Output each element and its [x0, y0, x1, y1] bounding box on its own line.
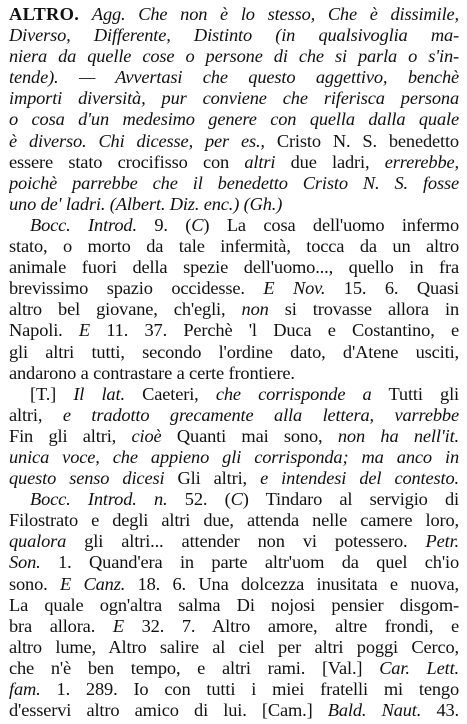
italic-text: Il lat.: [73, 383, 125, 404]
italic-text: Son.: [9, 552, 41, 573]
entry-line: [9, 468, 459, 489]
roman-text: 1. Quand'era in parte altr'uom da quel ch'io: [40, 552, 459, 573]
roman-text: Fin gli altri,: [9, 425, 132, 446]
italic-text: E Nov.: [263, 278, 326, 299]
entry-line: [9, 152, 459, 173]
entry-line: [9, 510, 459, 531]
roman-text: essere stato crocifisso con: [9, 151, 245, 172]
roman-text: altro bel giovane, ch'egli,: [9, 299, 242, 320]
roman-text: 1. 289. Io con tutti i miei fratelli mi tengo: [40, 679, 459, 699]
roman-text: Tutti gli: [371, 383, 459, 404]
italic-text: qualora: [9, 531, 67, 552]
italic-text: fam.: [9, 679, 41, 699]
entry-line: [9, 320, 459, 341]
entry-line: [9, 595, 459, 616]
roman-text: Cristo N. S. benedetto: [264, 130, 459, 151]
roman-text: ) Tindaro al servigio di: [242, 489, 459, 510]
entry-line: [9, 109, 459, 130]
roman-text: 9. (: [136, 214, 192, 235]
italic-text: è diverso. Chi dicesse, per es.,: [9, 130, 265, 151]
roman-text: 15. 6. Quasi: [325, 278, 459, 299]
entry-line: [9, 363, 459, 384]
roman-text: animale fuori della spezie dell'uomo..., quello in fra: [9, 257, 459, 278]
entry-line: [9, 616, 459, 637]
italic-text: Car. Lett.: [379, 657, 459, 678]
roman-text: Gli altri,: [164, 468, 261, 489]
entry-line: [9, 637, 459, 658]
entry-line: [9, 67, 459, 88]
italic-text: Petr.: [425, 531, 459, 552]
italic-text: non ha nell'it.: [337, 425, 459, 446]
roman-text: La quale ogn'altra salma Di nojosi pensier disgom-: [9, 594, 459, 615]
italic-text: E: [78, 320, 91, 341]
entry-line: [9, 257, 459, 278]
italic-text: unica voce, che appieno gli corrisponda; ma anco in: [9, 446, 459, 467]
entry-line: [9, 531, 459, 552]
roman-text: si trovasse allora in: [268, 299, 459, 320]
italic-text: o cosa d'un medesimo genere con quella dalla quale: [9, 109, 459, 130]
entry-line: [9, 278, 459, 299]
italic-text: E Canz.: [60, 573, 126, 594]
roman-text: gli altri tutti, secondo l'ordine dato, d'Atene usciti,: [9, 341, 459, 362]
roman-text: due ladri,: [275, 151, 385, 172]
italic-text: tende). — Avvertasi che questo aggettivo, benchè: [9, 67, 459, 88]
roman-text: 18. 6. Una dolcezza inusitata e nuova,: [125, 573, 459, 594]
roman-text: bra allora.: [9, 615, 113, 636]
entry-line: [9, 194, 459, 215]
entry-line: [9, 46, 459, 67]
italic-text: che corrisponde a: [215, 383, 372, 404]
entry-line: [9, 574, 459, 595]
roman-text: che n'è ben tempo, e altri rami. [Val.]: [9, 657, 380, 678]
roman-text: [T.]: [30, 383, 74, 404]
roman-text: 32. 7. Altro amore, altre frondi, e: [123, 615, 459, 636]
roman-text: andarono a contrastare a certe frontiere.: [9, 362, 295, 383]
italic-text: niera da quelle cose o persone di che si parla o s'in-: [9, 46, 459, 67]
roman-text: sono.: [9, 573, 60, 594]
italic-text: cioè: [131, 425, 162, 446]
roman-text: Filostrato e degli altri due, attenda nelle camere loro,: [9, 510, 459, 531]
italic-text: uno de' ladri. (Albert. Diz. enc.) (Gh.): [9, 193, 283, 214]
roman-text: d'esservi altro amico di lui. [Cam.]: [9, 700, 328, 721]
roman-text: Napoli.: [9, 320, 79, 341]
entry-line: [9, 342, 459, 363]
entry-line: [9, 405, 459, 426]
italic-text: e intendesi del contesto.: [260, 468, 459, 489]
italic-text: questo senso dicesi: [9, 468, 165, 489]
entry-line: [9, 236, 459, 257]
italic-text: C: [191, 214, 204, 235]
entry-line: [9, 426, 459, 447]
entry-line: [9, 700, 459, 721]
italic-text: Agg. Che non è lo stesso, Che è dissimile,: [91, 4, 459, 24]
entry-line: [9, 299, 459, 320]
entry-line: [9, 489, 459, 510]
entry-line: [9, 131, 459, 152]
roman-text: gli altri... attender non vi potessero.: [66, 531, 426, 552]
roman-text: 52. (: [167, 489, 231, 510]
roman-text: Caeteri,: [124, 383, 216, 404]
italic-text: importi diversità, pur conviene che riferisca persona: [9, 88, 459, 109]
entry-line: [9, 4, 459, 25]
entry-line: [9, 658, 459, 679]
roman-text: 11. 37. Perchè 'l Duca e Costantino, e: [90, 320, 459, 341]
roman-text: ) La cosa dell'uomo infermo: [203, 214, 459, 235]
entry-line: [9, 679, 459, 700]
headword: ALTRO.: [9, 4, 80, 24]
italic-text: Diverso, Differente, Distinto (in qualsivoglia ma-: [9, 25, 459, 46]
italic-text: errerebbe,: [384, 151, 459, 172]
entry-line: [9, 384, 459, 405]
italic-text: poichè parrebbe che il benedetto Cristo N. S. fosse: [9, 172, 459, 193]
entry-line: [9, 88, 459, 109]
roman-text: 43.: [421, 700, 459, 721]
roman-text: altri,: [9, 404, 63, 425]
italic-text: Bocc. Introd. n.: [30, 489, 168, 510]
entry-line: [9, 552, 459, 573]
entry-line: [9, 25, 459, 46]
italic-text: Bocc. Introd.: [30, 214, 137, 235]
entry-line: [9, 447, 459, 468]
entry-line: [9, 215, 459, 236]
italic-text: Bald. Naut.: [327, 700, 422, 721]
italic-text: C: [230, 489, 243, 510]
dictionary-entry-altro: [9, 4, 459, 721]
roman-text: [79, 4, 92, 24]
italic-text: e tradotto grecamente alla lettera, varrebbe: [62, 404, 459, 425]
roman-text: altro lume, Altro salire al ciel per altri poggi Cerco,: [9, 636, 459, 657]
roman-text: Quanti mai sono,: [161, 425, 338, 446]
roman-text: stato, o morto da tale infermità, tocca da un altro: [9, 236, 459, 257]
entry-line: [9, 173, 459, 194]
italic-text: altri: [244, 151, 276, 172]
italic-text: non: [241, 299, 269, 320]
italic-text: E: [112, 615, 124, 636]
roman-text: brevissimo spazio occidesse.: [9, 278, 264, 299]
